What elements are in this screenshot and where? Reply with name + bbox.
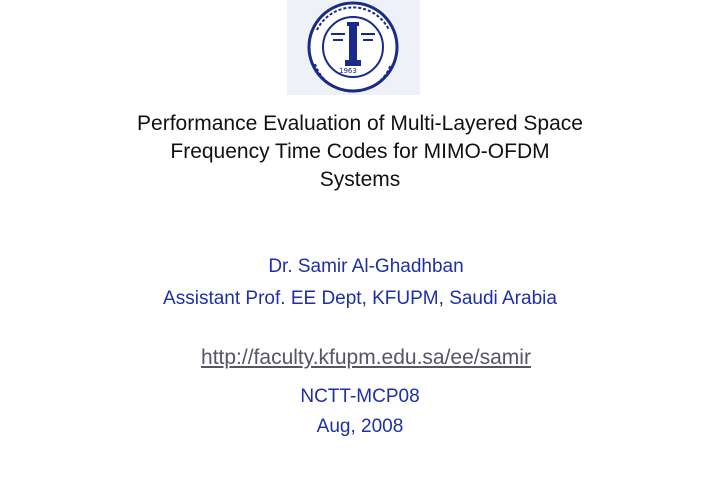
author-name: Dr. Samir Al-Ghadhban xyxy=(268,256,464,277)
slide-title xyxy=(60,110,660,194)
faculty-url-text[interactable]: http://faculty.kfupm.edu.sa/ee/samir xyxy=(201,346,531,369)
presentation-date: Aug, 2008 xyxy=(316,416,404,437)
logo-year: 1963 xyxy=(339,67,357,75)
title-line: Frequency Time Codes for MIMO-OFDM xyxy=(170,140,550,163)
author-affiliation: Assistant Prof. EE Dept, KFUPM, Saudi Arabia xyxy=(163,288,557,309)
kfupm-seal-icon xyxy=(287,0,420,95)
university-logo xyxy=(287,0,420,95)
conference-name: NCTT-MCP08 xyxy=(300,386,420,407)
title-line: Performance Evaluation of Multi-Layered Space xyxy=(137,112,583,135)
title-line: Systems xyxy=(319,168,401,191)
faculty-url-link[interactable] xyxy=(6,346,720,370)
